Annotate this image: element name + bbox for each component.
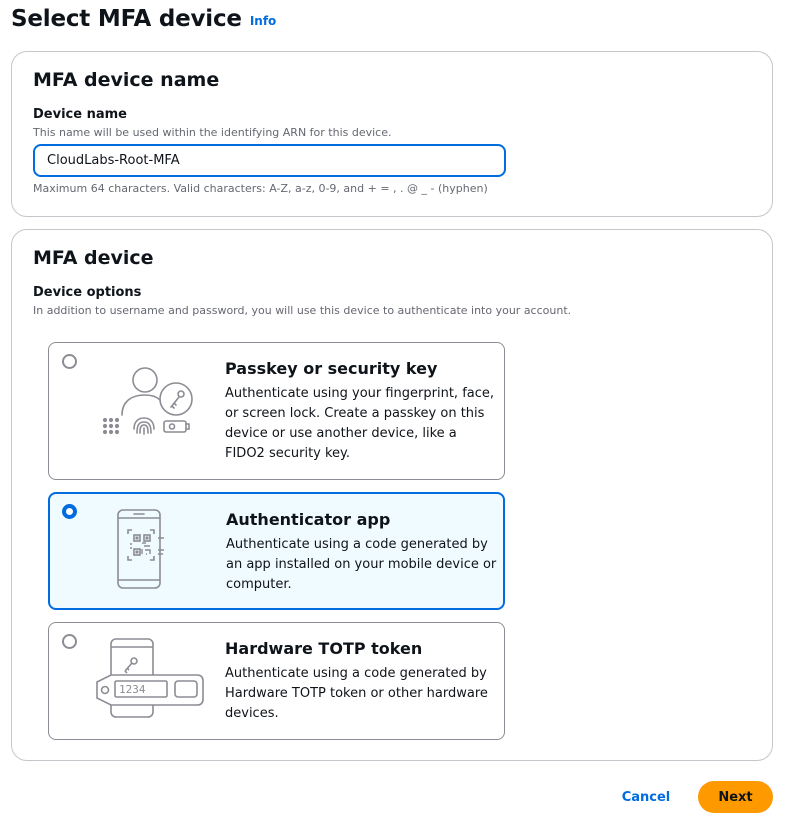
authenticator-app-illustration-icon <box>100 508 180 592</box>
device-options-label: Device options <box>33 285 142 300</box>
passkey-illustration-icon <box>101 367 211 451</box>
option-hardware-totp[interactable] <box>48 622 505 740</box>
option-title: Authenticator app <box>226 510 391 529</box>
mfa-device-card <box>11 229 773 761</box>
hardware-token-illustration-icon <box>89 637 209 721</box>
device-name-constraint: Maximum 64 characters. Valid characters: A-Z, a-z, 0-9, and + = , . @ _ - (hyphen) <box>33 182 488 195</box>
page-header <box>11 6 276 32</box>
device-name-input[interactable] <box>33 144 506 177</box>
next-button[interactable]: Next <box>698 781 773 813</box>
option-description: Authenticate using your fingerprint, face, or screen lock. Create a passkey on this device or use another device, like a FIDO2 security key. <box>225 386 495 461</box>
device-name-label: Device name <box>33 107 127 122</box>
option-passkey[interactable] <box>48 342 505 480</box>
option-authenticator-app[interactable] <box>48 492 505 610</box>
token-display-text: 1234 <box>119 683 146 696</box>
info-link[interactable]: Info <box>249 14 277 28</box>
section-title: MFA device name <box>33 69 220 91</box>
option-title: Passkey or security key <box>225 359 438 378</box>
radio-authenticator-app[interactable] <box>62 504 77 519</box>
cancel-button[interactable]: Cancel <box>614 781 678 813</box>
device-name-description: This name will be used within the identifying ARN for this device. <box>33 126 392 139</box>
radio-passkey[interactable] <box>62 354 77 369</box>
section-title: MFA device <box>33 247 154 269</box>
option-description: Authenticate using a code generated by Hardware TOTP token or other hardware devices. <box>225 666 488 721</box>
option-title: Hardware TOTP token <box>225 639 423 658</box>
radio-hardware-totp[interactable] <box>62 634 77 649</box>
option-description: Authenticate using a code generated by an app installed on your mobile device or computer. <box>226 537 497 592</box>
mfa-device-name-card <box>11 51 773 217</box>
device-options-description: In addition to username and password, you will use this device to authenticate into your account. <box>33 304 572 317</box>
page-title: Select MFA device <box>11 6 242 32</box>
